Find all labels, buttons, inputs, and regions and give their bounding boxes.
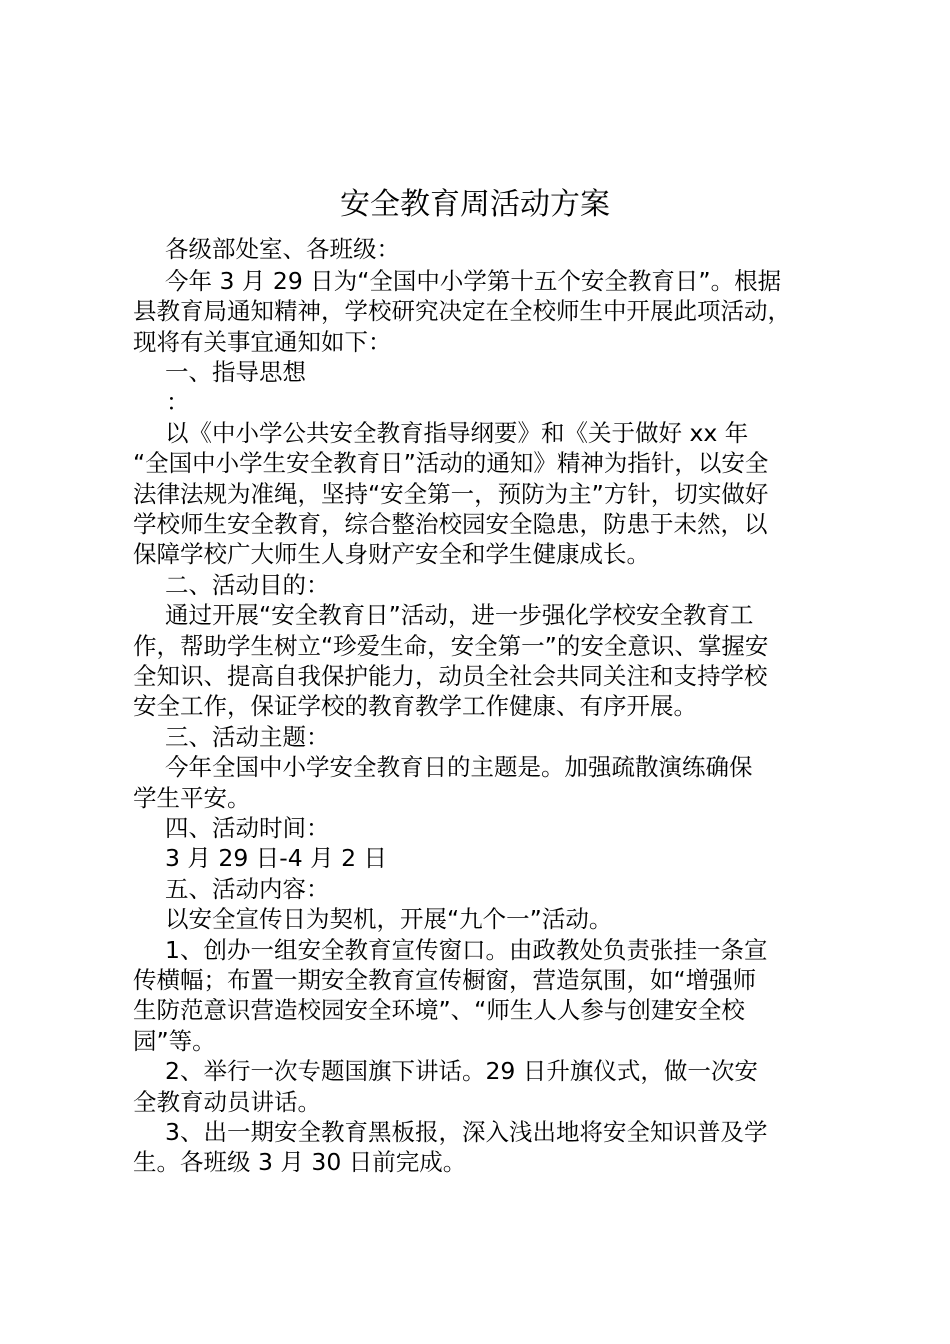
content-item-3-line-1: 3、出一期安全教育黑板报，深入浅出地将安全知识普及学 bbox=[165, 1118, 768, 1146]
section-heading-purpose: 二、活动目的： bbox=[165, 571, 330, 599]
salutation: 各级部处室、各班级： bbox=[165, 235, 400, 263]
intro-paragraph-line-2: 县教育局通知精神，学校研究决定在全校师生中开展此项活动， bbox=[133, 297, 791, 325]
guiding-paragraph-line-2: “全国中小学生安全教育日”活动的通知》精神为指针，以安全 bbox=[133, 449, 769, 477]
guiding-paragraph-line-5: 保障学校广大师生人身财产安全和学生健康成长。 bbox=[133, 540, 650, 568]
content-item-1-line-3: 生防范意识营造校园安全环境”、“师生人人参与创建安全校 bbox=[133, 996, 745, 1024]
section-heading-guiding-ideology: 一、指导思想 bbox=[165, 358, 306, 386]
stray-colon: ： bbox=[166, 388, 190, 416]
intro-paragraph-line-3: 现将有关事宜通知如下： bbox=[133, 328, 392, 356]
section-heading-time: 四、活动时间： bbox=[165, 814, 330, 842]
purpose-paragraph-line-2: 作，帮助学生树立“珍爱生命，安全第一”的安全意识、掌握安 bbox=[133, 632, 769, 660]
content-item-3-line-2: 生。各班级 3 月 30 日前完成。 bbox=[133, 1148, 467, 1176]
content-item-2-line-1: 2、举行一次专题国旗下讲话。29 日升旗仪式，做一次安 bbox=[165, 1057, 758, 1085]
content-item-1-line-2: 传横幅；布置一期安全教育宣传橱窗，营造氛围，如“增强师 bbox=[133, 966, 757, 994]
section-heading-content: 五、活动内容： bbox=[165, 875, 330, 903]
purpose-paragraph-line-3: 全知识、提高自我保护能力，动员全社会共同关注和支持学校 bbox=[133, 662, 768, 690]
document-title: 安全教育周活动方案 bbox=[340, 187, 610, 222]
time-value: 3 月 29 日-4 月 2 日 bbox=[165, 844, 388, 872]
purpose-paragraph-line-4: 安全工作，保证学校的教育教学工作健康、有序开展。 bbox=[133, 692, 697, 720]
theme-paragraph-line-2: 学生平安。 bbox=[133, 784, 251, 812]
guiding-paragraph-line-4: 学校师生安全教育，综合整治校园安全隐患，防患于未然，以 bbox=[133, 510, 768, 538]
theme-paragraph-line-1: 今年全国中小学安全教育日的主题是。加强疏散演练确保 bbox=[165, 753, 753, 781]
section-heading-theme: 三、活动主题： bbox=[165, 723, 330, 751]
content-item-1-line-1: 1、创办一组安全教育宣传窗口。由政教处负责张挂一条宣 bbox=[165, 936, 768, 964]
purpose-paragraph-line-1: 通过开展“安全教育日”活动，进一步强化学校安全教育工 bbox=[165, 601, 754, 629]
guiding-paragraph-line-1: 以《中小学公共安全教育指导纲要》和《关于做好 xx 年 bbox=[165, 419, 749, 447]
content-intro: 以安全宣传日为契机，开展“九个一”活动。 bbox=[165, 905, 613, 933]
guiding-paragraph-line-3: 法律法规为准绳，坚持“安全第一，预防为主”方针，切实做好 bbox=[133, 480, 769, 508]
intro-paragraph-line-1: 今年 3 月 29 日为“全国中小学第十五个安全教育日”。根据 bbox=[165, 267, 782, 295]
content-item-2-line-2: 全教育动员讲话。 bbox=[133, 1088, 321, 1116]
content-item-1-line-4: 园”等。 bbox=[133, 1027, 216, 1055]
